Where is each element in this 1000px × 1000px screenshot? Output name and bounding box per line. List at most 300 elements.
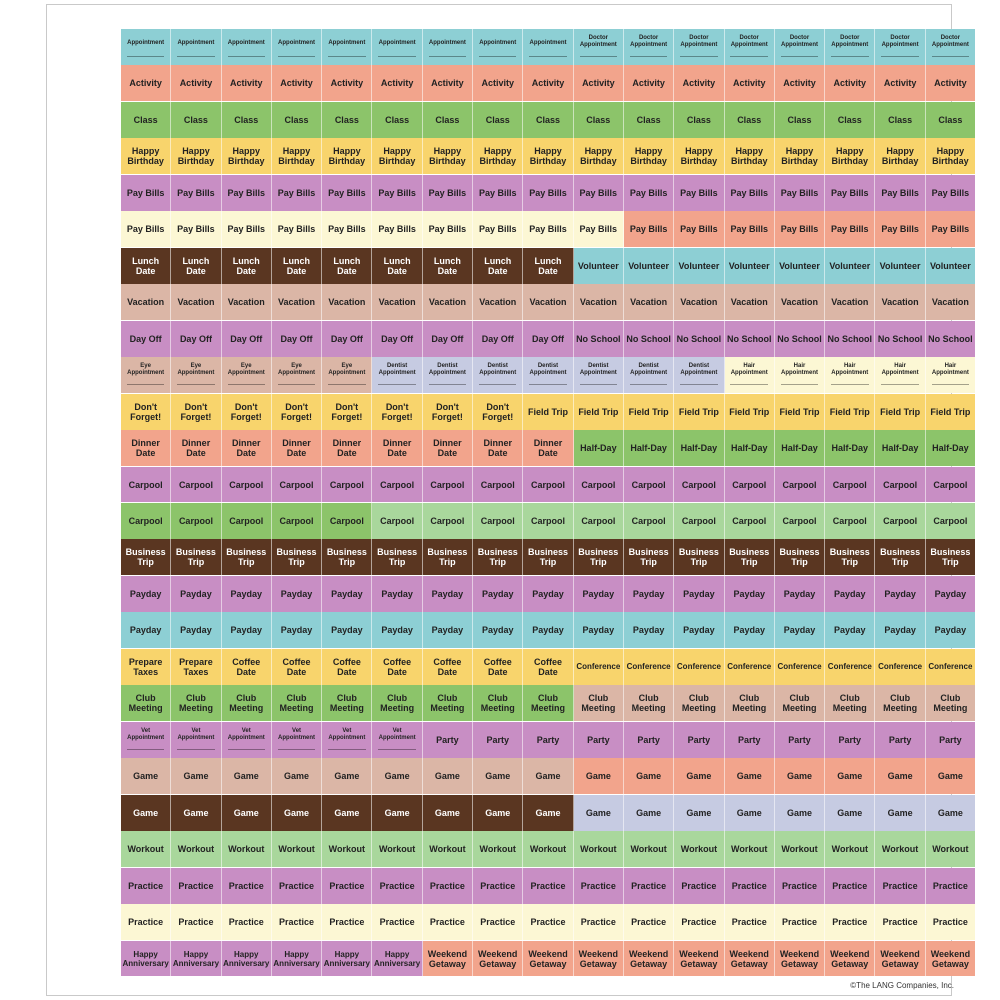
sticker-label: Pay Bills bbox=[523, 211, 573, 247]
sticker-label: Club Meeting bbox=[926, 685, 975, 721]
sticker-label: Payday bbox=[674, 612, 724, 648]
sticker-label: Club Meeting bbox=[423, 685, 473, 721]
sticker-label: Party bbox=[775, 722, 825, 758]
sticker-label: Practice bbox=[875, 904, 925, 940]
sticker-row bbox=[121, 102, 975, 138]
sticker-label: Weekend Getaway bbox=[825, 941, 875, 977]
sticker-label: Conference bbox=[624, 649, 674, 685]
sticker-label: Game bbox=[222, 758, 272, 794]
sticker-label: Pay Bills bbox=[473, 175, 523, 211]
sticker-label: Dinner Date bbox=[523, 430, 573, 466]
sticker-label: Don't Forget! bbox=[372, 394, 422, 430]
sticker-label: Game bbox=[725, 795, 775, 831]
sticker-label: Practice bbox=[423, 868, 473, 904]
sticker-label: Volunteer bbox=[674, 248, 724, 284]
sticker-row bbox=[121, 65, 975, 101]
sticker-label: Payday bbox=[322, 612, 372, 648]
sticker-label: Class bbox=[825, 102, 875, 138]
sticker-label: Practice bbox=[272, 904, 322, 940]
sticker-label: Half-Day bbox=[725, 430, 775, 466]
sticker-label: Pay Bills bbox=[171, 211, 221, 247]
sticker-label: Vacation bbox=[423, 284, 473, 320]
sticker-label: Hair Appointment bbox=[775, 357, 825, 393]
sticker-label: Club Meeting bbox=[171, 685, 221, 721]
sticker-label: Payday bbox=[473, 612, 523, 648]
sticker-label: Volunteer bbox=[926, 248, 975, 284]
sticker-label: Class bbox=[473, 102, 523, 138]
sticker-label: Carpool bbox=[674, 503, 724, 539]
sticker-label: Practice bbox=[473, 868, 523, 904]
sticker-label: Party bbox=[423, 722, 473, 758]
sticker-label: Game bbox=[624, 795, 674, 831]
sticker-label: Hair Appointment bbox=[875, 357, 925, 393]
sticker-label: Practice bbox=[624, 904, 674, 940]
sticker-label: Volunteer bbox=[574, 248, 624, 284]
sticker-label: Class bbox=[423, 102, 473, 138]
sticker-row bbox=[121, 467, 975, 503]
sticker-label: Game bbox=[825, 758, 875, 794]
sticker-label: Vacation bbox=[875, 284, 925, 320]
sticker-label: Carpool bbox=[222, 467, 272, 503]
sticker-label: Field Trip bbox=[725, 394, 775, 430]
sticker-label: Payday bbox=[473, 576, 523, 612]
sticker-label: Activity bbox=[171, 65, 221, 101]
sticker-row bbox=[121, 29, 975, 65]
sticker-label: Vacation bbox=[372, 284, 422, 320]
sticker-label: Happy Birthday bbox=[222, 138, 272, 174]
sticker-label: Business Trip bbox=[171, 539, 221, 575]
sticker-label: Practice bbox=[825, 904, 875, 940]
sticker-label: Carpool bbox=[473, 503, 523, 539]
sticker-label: Carpool bbox=[775, 503, 825, 539]
sticker-label: Business Trip bbox=[574, 539, 624, 575]
sticker-label: Field Trip bbox=[825, 394, 875, 430]
sticker-label: Party bbox=[875, 722, 925, 758]
sticker-label: Workout bbox=[875, 831, 925, 867]
sticker-label: Day Off bbox=[372, 321, 422, 357]
sticker-label: Party bbox=[825, 722, 875, 758]
sticker-label: Practice bbox=[473, 904, 523, 940]
sticker-label: Doctor Appointment bbox=[624, 29, 674, 65]
sticker-label: Class bbox=[574, 102, 624, 138]
sticker-label: Carpool bbox=[423, 467, 473, 503]
sticker-label: Payday bbox=[523, 576, 573, 612]
sticker-label: Activity bbox=[825, 65, 875, 101]
sticker-label: Business Trip bbox=[674, 539, 724, 575]
sticker-label: Business Trip bbox=[322, 539, 372, 575]
sticker-label: Workout bbox=[272, 831, 322, 867]
sticker-label: Activity bbox=[473, 65, 523, 101]
sticker-label: Vacation bbox=[121, 284, 171, 320]
sticker-label: Workout bbox=[523, 831, 573, 867]
sticker-label: Club Meeting bbox=[473, 685, 523, 721]
sticker-label: Pay Bills bbox=[825, 211, 875, 247]
sticker-label: Carpool bbox=[322, 503, 372, 539]
sticker-label: Carpool bbox=[272, 503, 322, 539]
sticker-label: Vacation bbox=[272, 284, 322, 320]
sticker-label: Lunch Date bbox=[473, 248, 523, 284]
sticker-row bbox=[121, 503, 975, 539]
sticker-label: Carpool bbox=[674, 467, 724, 503]
sticker-label: Carpool bbox=[121, 503, 171, 539]
sticker-label: Pay Bills bbox=[121, 211, 171, 247]
sticker-row bbox=[121, 758, 975, 794]
sticker-label: Payday bbox=[825, 612, 875, 648]
sticker-label: Pay Bills bbox=[171, 175, 221, 211]
sticker-label: Payday bbox=[574, 576, 624, 612]
sticker-label: Happy Anniversary bbox=[121, 941, 171, 977]
sticker-label: Practice bbox=[372, 868, 422, 904]
sticker-label: Vet Appointment bbox=[121, 722, 171, 758]
sticker-label: Happy Birthday bbox=[574, 138, 624, 174]
sticker-label: Business Trip bbox=[725, 539, 775, 575]
sticker-label: Workout bbox=[473, 831, 523, 867]
sticker-label: Practice bbox=[775, 904, 825, 940]
sticker-label: No School bbox=[725, 321, 775, 357]
sticker-label: Conference bbox=[574, 649, 624, 685]
sticker-label: Doctor Appointment bbox=[725, 29, 775, 65]
sticker-label: Coffee Date bbox=[372, 649, 422, 685]
sticker-label: Club Meeting bbox=[574, 685, 624, 721]
sticker-label: Practice bbox=[523, 904, 573, 940]
sticker-label: Dinner Date bbox=[272, 430, 322, 466]
sticker-label: Club Meeting bbox=[825, 685, 875, 721]
sticker-label: Payday bbox=[926, 612, 975, 648]
sticker-label: Business Trip bbox=[624, 539, 674, 575]
sticker-label: Happy Anniversary bbox=[322, 941, 372, 977]
sticker-label: Game bbox=[775, 758, 825, 794]
sticker-label: Game bbox=[674, 758, 724, 794]
sticker-label: Club Meeting bbox=[523, 685, 573, 721]
sticker-label: Game bbox=[121, 758, 171, 794]
sticker-label: Game bbox=[222, 795, 272, 831]
sticker-label: Practice bbox=[523, 868, 573, 904]
sticker-label: Pay Bills bbox=[825, 175, 875, 211]
sticker-label: No School bbox=[674, 321, 724, 357]
sticker-label: Workout bbox=[222, 831, 272, 867]
sticker-label: Activity bbox=[272, 65, 322, 101]
sticker-label: Pay Bills bbox=[624, 211, 674, 247]
sticker-label: Weekend Getaway bbox=[926, 941, 975, 977]
sticker-label: Happy Anniversary bbox=[372, 941, 422, 977]
sticker-label: Coffee Date bbox=[523, 649, 573, 685]
sticker-row bbox=[121, 941, 975, 977]
sticker-label: Field Trip bbox=[523, 394, 573, 430]
sticker-label: Game bbox=[825, 795, 875, 831]
sticker-label: Pay Bills bbox=[322, 211, 372, 247]
sticker-label: Practice bbox=[725, 904, 775, 940]
sticker-label: Weekend Getaway bbox=[523, 941, 573, 977]
sticker-label: Class bbox=[674, 102, 724, 138]
sticker-label: Class bbox=[171, 102, 221, 138]
sticker-label: Payday bbox=[171, 612, 221, 648]
sticker-label: Weekend Getaway bbox=[775, 941, 825, 977]
sticker-label: Day Off bbox=[222, 321, 272, 357]
sticker-label: Carpool bbox=[725, 503, 775, 539]
sticker-label: Game bbox=[171, 758, 221, 794]
sticker-label: Game bbox=[171, 795, 221, 831]
sticker-label: Carpool bbox=[624, 503, 674, 539]
sticker-label: Carpool bbox=[473, 467, 523, 503]
sticker-label: Happy Birthday bbox=[775, 138, 825, 174]
sticker-label: Party bbox=[473, 722, 523, 758]
sticker-label: Club Meeting bbox=[222, 685, 272, 721]
sticker-label: Game bbox=[674, 795, 724, 831]
sticker-label: Practice bbox=[121, 904, 171, 940]
sticker-label: Carpool bbox=[121, 467, 171, 503]
sticker-label: Doctor Appointment bbox=[574, 29, 624, 65]
sticker-label: Doctor Appointment bbox=[825, 29, 875, 65]
sticker-label: Eye Appointment bbox=[222, 357, 272, 393]
sticker-row bbox=[121, 284, 975, 320]
sticker-label: Day Off bbox=[322, 321, 372, 357]
sticker-label: Practice bbox=[423, 904, 473, 940]
sticker-label: Carpool bbox=[372, 503, 422, 539]
sticker-label: Half-Day bbox=[825, 430, 875, 466]
sticker-label: Pay Bills bbox=[775, 175, 825, 211]
sticker-label: Lunch Date bbox=[423, 248, 473, 284]
sticker-label: Pay Bills bbox=[775, 211, 825, 247]
sticker-label: Game bbox=[272, 795, 322, 831]
sticker-label: Pay Bills bbox=[473, 211, 523, 247]
sticker-label: Pay Bills bbox=[725, 175, 775, 211]
sticker-label: Eye Appointment bbox=[322, 357, 372, 393]
sticker-label: Dinner Date bbox=[473, 430, 523, 466]
sticker-label: Field Trip bbox=[775, 394, 825, 430]
sticker-label: Day Off bbox=[423, 321, 473, 357]
sticker-label: Business Trip bbox=[825, 539, 875, 575]
sticker-label: Half-Day bbox=[674, 430, 724, 466]
sticker-label: Carpool bbox=[171, 467, 221, 503]
sticker-label: Eye Appointment bbox=[121, 357, 171, 393]
sticker-label: Carpool bbox=[825, 467, 875, 503]
sticker-label: Workout bbox=[171, 831, 221, 867]
sticker-label: Practice bbox=[222, 904, 272, 940]
sticker-label: Business Trip bbox=[423, 539, 473, 575]
sticker-label: Payday bbox=[624, 576, 674, 612]
sticker-label: Don't Forget! bbox=[473, 394, 523, 430]
sticker-label: Conference bbox=[674, 649, 724, 685]
sticker-label: Weekend Getaway bbox=[473, 941, 523, 977]
sticker-label: Dentist Appointment bbox=[372, 357, 422, 393]
sticker-label: Half-Day bbox=[926, 430, 975, 466]
sticker-label: Payday bbox=[875, 612, 925, 648]
sticker-label: Payday bbox=[322, 576, 372, 612]
sticker-label: Carpool bbox=[624, 467, 674, 503]
sticker-label: Pay Bills bbox=[674, 175, 724, 211]
sticker-label: Conference bbox=[926, 649, 975, 685]
sticker-label: Payday bbox=[222, 612, 272, 648]
sticker-label: Happy Anniversary bbox=[171, 941, 221, 977]
sticker-label: Vacation bbox=[624, 284, 674, 320]
sticker-label: Doctor Appointment bbox=[926, 29, 975, 65]
sticker-label: Half-Day bbox=[624, 430, 674, 466]
sticker-label: Club Meeting bbox=[121, 685, 171, 721]
sticker-label: Business Trip bbox=[523, 539, 573, 575]
sticker-label: Appointment bbox=[121, 29, 171, 65]
sticker-label: Club Meeting bbox=[875, 685, 925, 721]
sticker-label: Pay Bills bbox=[875, 175, 925, 211]
sticker-label: Appointment bbox=[372, 29, 422, 65]
sticker-label: Business Trip bbox=[121, 539, 171, 575]
sticker-label: Practice bbox=[121, 868, 171, 904]
sticker-label: Hair Appointment bbox=[926, 357, 975, 393]
sticker-label: Vacation bbox=[171, 284, 221, 320]
sticker-label: Carpool bbox=[523, 503, 573, 539]
sticker-label: Carpool bbox=[322, 467, 372, 503]
sticker-label: Business Trip bbox=[372, 539, 422, 575]
sticker-label: Don't Forget! bbox=[423, 394, 473, 430]
sticker-label: Carpool bbox=[875, 467, 925, 503]
sticker-label: Activity bbox=[674, 65, 724, 101]
sticker-label: Field Trip bbox=[574, 394, 624, 430]
sticker-label: Payday bbox=[624, 612, 674, 648]
sticker-label: Don't Forget! bbox=[171, 394, 221, 430]
sticker-label: Game bbox=[725, 758, 775, 794]
sticker-label: Appointment bbox=[272, 29, 322, 65]
sticker-label: Game bbox=[473, 795, 523, 831]
sticker-label: Game bbox=[926, 795, 975, 831]
sticker-label: Game bbox=[272, 758, 322, 794]
sticker-row bbox=[121, 649, 975, 685]
sticker-label: Dinner Date bbox=[372, 430, 422, 466]
sticker-label: Game bbox=[875, 758, 925, 794]
sticker-label: Class bbox=[775, 102, 825, 138]
sticker-label: Vacation bbox=[775, 284, 825, 320]
sticker-label: Activity bbox=[372, 65, 422, 101]
sticker-label: Lunch Date bbox=[222, 248, 272, 284]
sticker-label: Game bbox=[372, 758, 422, 794]
sticker-row bbox=[121, 321, 975, 357]
sticker-label: Payday bbox=[674, 576, 724, 612]
sticker-label: Payday bbox=[222, 576, 272, 612]
sticker-label: Day Off bbox=[121, 321, 171, 357]
sticker-label: Practice bbox=[775, 868, 825, 904]
sticker-label: Vacation bbox=[825, 284, 875, 320]
sticker-label: Happy Birthday bbox=[674, 138, 724, 174]
sticker-label: Carpool bbox=[725, 467, 775, 503]
sticker-label: Coffee Date bbox=[222, 649, 272, 685]
sticker-label: Coffee Date bbox=[423, 649, 473, 685]
sticker-label: Lunch Date bbox=[272, 248, 322, 284]
sticker-label: Carpool bbox=[926, 503, 975, 539]
sticker-sheet bbox=[46, 4, 973, 996]
sticker-label: Class bbox=[725, 102, 775, 138]
sticker-label: Carpool bbox=[574, 467, 624, 503]
sticker-label: Business Trip bbox=[473, 539, 523, 575]
sticker-label: Dentist Appointment bbox=[523, 357, 573, 393]
sticker-row bbox=[121, 357, 975, 393]
sticker-label: Appointment bbox=[222, 29, 272, 65]
sticker-label: Practice bbox=[171, 904, 221, 940]
sticker-label: Workout bbox=[574, 831, 624, 867]
sticker-row bbox=[121, 394, 975, 430]
sticker-label: Don't Forget! bbox=[272, 394, 322, 430]
sticker-label: Workout bbox=[121, 831, 171, 867]
sticker-label: Game bbox=[875, 795, 925, 831]
sticker-label: Payday bbox=[725, 612, 775, 648]
sticker-label: Vacation bbox=[322, 284, 372, 320]
sticker-label: Pay Bills bbox=[523, 175, 573, 211]
sticker-label: Class bbox=[322, 102, 372, 138]
sticker-label: Payday bbox=[875, 576, 925, 612]
sticker-row bbox=[121, 868, 975, 904]
sticker-label: Prepare Taxes bbox=[121, 649, 171, 685]
sticker-label: Carpool bbox=[574, 503, 624, 539]
sticker-label: Game bbox=[372, 795, 422, 831]
sticker-label: Pay Bills bbox=[372, 211, 422, 247]
sticker-label: Vet Appointment bbox=[222, 722, 272, 758]
sticker-label: Class bbox=[272, 102, 322, 138]
sticker-label: Practice bbox=[624, 868, 674, 904]
sticker-label: Pay Bills bbox=[222, 211, 272, 247]
sticker-label: Conference bbox=[875, 649, 925, 685]
sticker-label: Pay Bills bbox=[624, 175, 674, 211]
sticker-label: Happy Anniversary bbox=[272, 941, 322, 977]
sticker-label: Field Trip bbox=[624, 394, 674, 430]
sticker-label: Doctor Appointment bbox=[775, 29, 825, 65]
sticker-label: Happy Anniversary bbox=[222, 941, 272, 977]
sticker-label: Happy Birthday bbox=[875, 138, 925, 174]
sticker-label: No School bbox=[574, 321, 624, 357]
sticker-label: Vacation bbox=[574, 284, 624, 320]
sticker-label: Carpool bbox=[926, 467, 975, 503]
sticker-label: Carpool bbox=[222, 503, 272, 539]
sticker-label: Dentist Appointment bbox=[473, 357, 523, 393]
sticker-label: Weekend Getaway bbox=[574, 941, 624, 977]
sticker-label: Club Meeting bbox=[372, 685, 422, 721]
sticker-label: Weekend Getaway bbox=[725, 941, 775, 977]
sticker-label: Activity bbox=[624, 65, 674, 101]
sticker-label: Half-Day bbox=[875, 430, 925, 466]
sticker-label: Happy Birthday bbox=[624, 138, 674, 174]
sticker-label: Conference bbox=[825, 649, 875, 685]
sticker-label: Carpool bbox=[372, 467, 422, 503]
sticker-label: Happy Birthday bbox=[372, 138, 422, 174]
sticker-label: Party bbox=[523, 722, 573, 758]
sticker-label: Conference bbox=[725, 649, 775, 685]
sticker-label: Club Meeting bbox=[322, 685, 372, 721]
sticker-label: Field Trip bbox=[926, 394, 975, 430]
sticker-label: Game bbox=[926, 758, 975, 794]
sticker-label: Class bbox=[875, 102, 925, 138]
sticker-label: Club Meeting bbox=[725, 685, 775, 721]
sticker-label: Game bbox=[523, 758, 573, 794]
sticker-label: No School bbox=[775, 321, 825, 357]
sticker-label: Class bbox=[222, 102, 272, 138]
sticker-label: Happy Birthday bbox=[725, 138, 775, 174]
sticker-label: Carpool bbox=[775, 467, 825, 503]
sticker-label: Workout bbox=[725, 831, 775, 867]
sticker-label: Vacation bbox=[523, 284, 573, 320]
sticker-label: Game bbox=[423, 758, 473, 794]
sticker-label: Pay Bills bbox=[926, 211, 975, 247]
sticker-row bbox=[121, 831, 975, 867]
sticker-label: Happy Birthday bbox=[171, 138, 221, 174]
sticker-label: Dinner Date bbox=[322, 430, 372, 466]
sticker-label: Club Meeting bbox=[674, 685, 724, 721]
sticker-label: Activity bbox=[121, 65, 171, 101]
sticker-label: Happy Birthday bbox=[322, 138, 372, 174]
sticker-label: Carpool bbox=[523, 467, 573, 503]
sticker-label: Business Trip bbox=[926, 539, 975, 575]
sticker-label: Doctor Appointment bbox=[674, 29, 724, 65]
sticker-label: Dentist Appointment bbox=[624, 357, 674, 393]
sticker-label: Workout bbox=[372, 831, 422, 867]
sticker-label: Volunteer bbox=[775, 248, 825, 284]
sticker-label: Practice bbox=[322, 904, 372, 940]
sticker-label: Club Meeting bbox=[775, 685, 825, 721]
